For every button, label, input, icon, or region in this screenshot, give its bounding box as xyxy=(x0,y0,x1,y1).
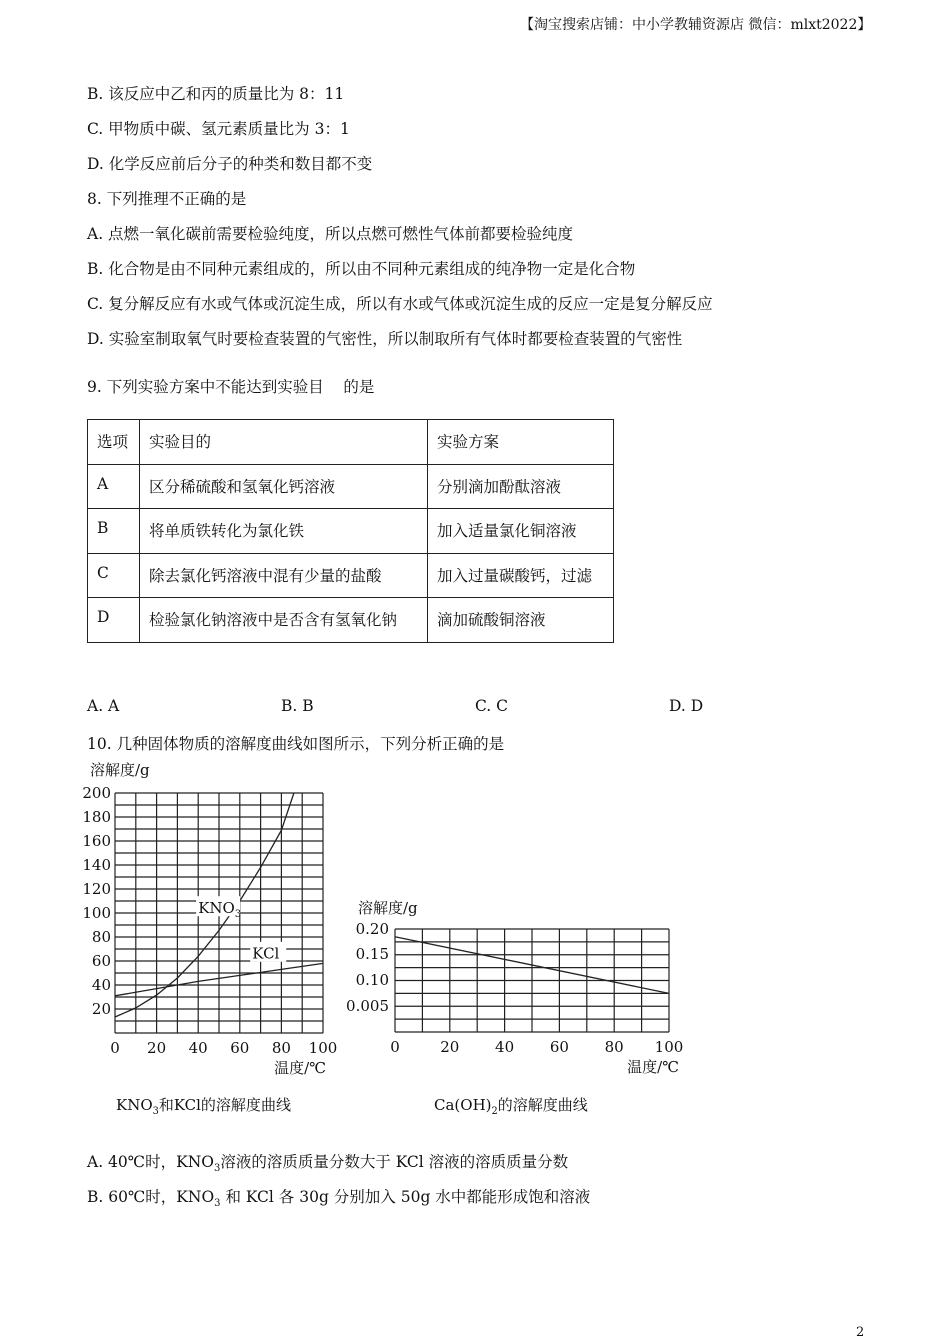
table-cell: 滴加硫酸铜溶液 xyxy=(428,598,614,643)
series-label-kcl: KCl xyxy=(252,944,280,963)
y-axis-label: 溶解度/g xyxy=(358,899,418,917)
table-header-cell: 实验方案 xyxy=(428,420,614,465)
y-tick-label: 0.15 xyxy=(355,945,389,963)
table-header-row xyxy=(88,420,614,465)
series-label-kno3: $KNO_3$ xyxy=(198,899,242,920)
q8-stem: 8. 下列推理不正确的是 xyxy=(87,190,247,208)
q8-option-d: D. 实验室制取氧气时要检查装置的气密性，所以制取所有气体时都要检查装置的气密性 xyxy=(87,330,683,348)
q8-option-a: A. 点燃一氧化碳前需要检验纯度，所以点燃可燃性气体前都要检验纯度 xyxy=(87,225,574,243)
table-cell: 除去氯化钙溶液中混有少量的盐酸 xyxy=(140,553,428,598)
table-cell: 分别滴加酚酞溶液 xyxy=(428,464,614,509)
kno3-kcl-chart xyxy=(82,761,337,1117)
table-cell: B xyxy=(88,509,140,554)
table-cell: 加入适量氯化铜溶液 xyxy=(428,509,614,554)
x-tick-label: 0 xyxy=(110,1039,120,1057)
table-cell: 加入过量碳酸钙，过滤 xyxy=(428,553,614,598)
y-tick-label: 40 xyxy=(91,976,111,994)
q7-option-c: C. 甲物质中碳、氢元素质量比为 3：1 xyxy=(87,120,350,138)
table-header-cell: 实验目的 xyxy=(140,420,428,465)
y-tick-label: 0.20 xyxy=(355,920,389,938)
y-tick-label: 200 xyxy=(82,784,111,802)
y-tick-label: 120 xyxy=(82,880,111,898)
y-axis-label: 溶解度/g xyxy=(90,761,150,779)
solubility-figure xyxy=(0,755,950,1125)
q9-answer-a: A. A xyxy=(87,697,120,715)
x-tick-label: 40 xyxy=(188,1039,208,1057)
caoh2-chart xyxy=(346,899,683,1117)
q9-answer-d: D. D xyxy=(669,697,704,715)
x-tick-label: 80 xyxy=(271,1039,291,1057)
q7-option-b: B. 该反应中乙和丙的质量比为 8：11 xyxy=(87,85,345,103)
y-tick-label: 180 xyxy=(82,808,111,826)
y-tick-label: 20 xyxy=(91,1000,111,1018)
x-tick-label: 20 xyxy=(440,1038,460,1056)
y-tick-label: 100 xyxy=(82,904,111,922)
table-row xyxy=(88,598,614,643)
table-cell: 区分稀硫酸和氢氧化钙溶液 xyxy=(140,464,428,509)
table-cell: A xyxy=(88,464,140,509)
chart-caption: $KNO_3$和KCl的溶解度曲线 xyxy=(116,1096,291,1117)
x-tick-label: 20 xyxy=(147,1039,167,1057)
x-tick-label: 100 xyxy=(308,1039,338,1057)
y-tick-label: 80 xyxy=(91,928,111,946)
page-number: 2 xyxy=(856,1325,865,1340)
x-axis-label: 温度/℃ xyxy=(627,1058,679,1076)
x-tick-label: 40 xyxy=(495,1038,515,1056)
table-cell: 检验氯化钠溶液中是否含有氢氧化钠 xyxy=(140,598,428,643)
q10-option-b: B. 60℃时，$KNO_3$ 和 KCl 各 30g 分别加入 50g 水中都能形成饱和溶液 xyxy=(87,1188,591,1210)
y-tick-label: 60 xyxy=(91,952,111,970)
q7-option-d: D. 化学反应前后分子的种类和数目都不变 xyxy=(87,155,373,173)
y-tick-label: 140 xyxy=(82,856,111,874)
y-tick-label: 160 xyxy=(82,832,111,850)
x-tick-label: 60 xyxy=(549,1038,569,1056)
chart-caption: $Ca(OH)_2$的溶解度曲线 xyxy=(434,1096,588,1117)
table-cell: 将单质铁转化为氯化铁 xyxy=(140,509,428,554)
y-tick-label: 0.005 xyxy=(346,997,389,1015)
q8-option-c: C. 复分解反应有水或气体或沉淀生成，所以有水或气体或沉淀生成的反应一定是复分解反应 xyxy=(87,295,713,313)
page-header: 【淘宝搜索店铺：中小学教辅资源店 微信：mlxt2022】 xyxy=(520,17,872,33)
q10-stem: 10. 几种固体物质的溶解度曲线如图所示，下列分析正确的是 xyxy=(87,735,505,753)
table-row xyxy=(88,464,614,509)
y-tick-label: 0.10 xyxy=(355,971,389,989)
x-tick-label: 60 xyxy=(230,1039,250,1057)
x-tick-label: 0 xyxy=(390,1038,400,1056)
table-row xyxy=(88,553,614,598)
q9-stem: 9. 下列实验方案中不能达到实验目 的是 xyxy=(87,378,375,396)
q8-option-b: B. 化合物是由不同种元素组成的，所以由不同种元素组成的纯净物一定是化合物 xyxy=(87,260,636,278)
table-cell: C xyxy=(88,553,140,598)
q9-answer-b: B. B xyxy=(281,697,314,715)
x-tick-label: 80 xyxy=(604,1038,624,1056)
x-axis-label: 温度/℃ xyxy=(274,1059,326,1077)
table-cell: D xyxy=(88,598,140,643)
q9-table xyxy=(87,419,614,643)
q10-option-a: A. 40℃时，$KNO_3$溶液的溶质质量分数大于 KCl 溶液的溶质质量分数 xyxy=(87,1153,569,1175)
q9-answer-c: C. C xyxy=(475,697,509,715)
table-header-cell: 选项 xyxy=(88,420,140,465)
x-tick-label: 100 xyxy=(654,1038,684,1056)
table-row xyxy=(88,509,614,554)
